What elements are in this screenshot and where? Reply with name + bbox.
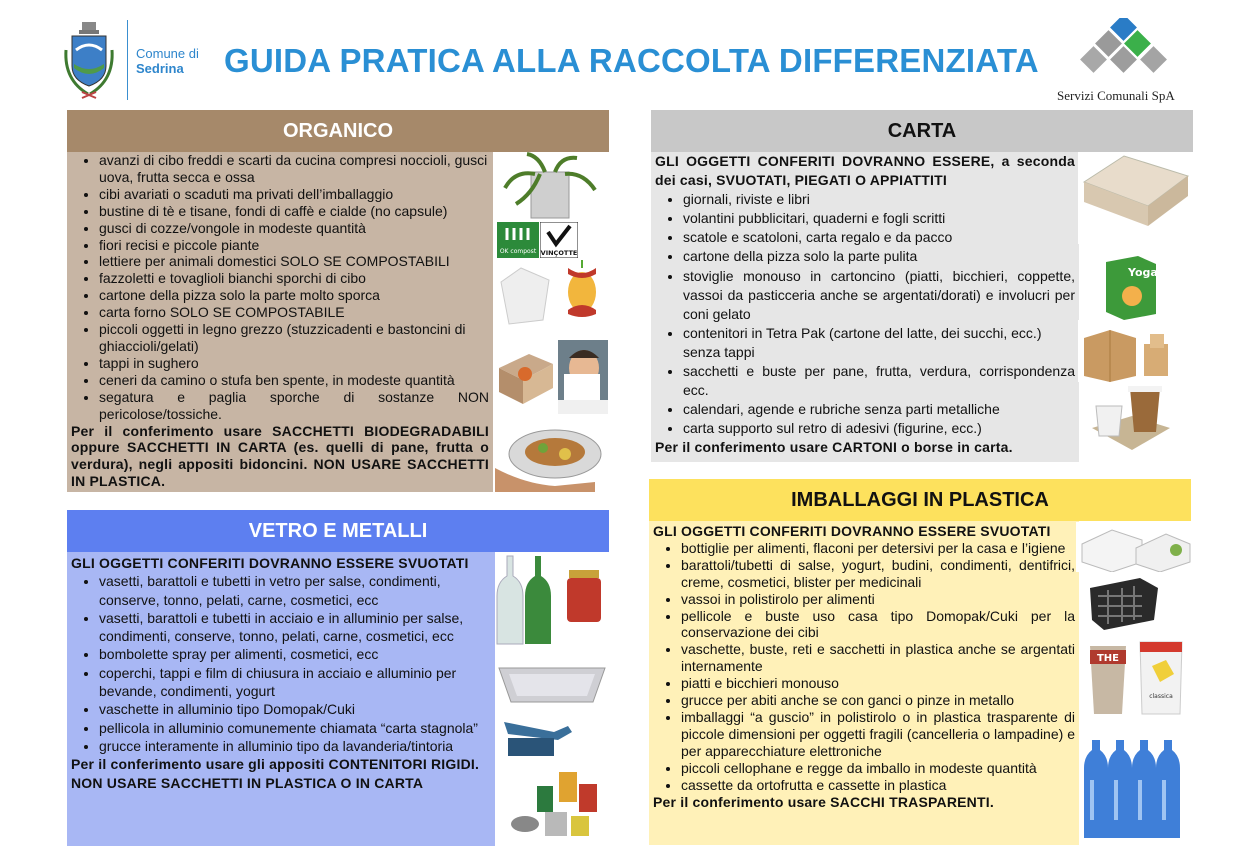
list-item: • bustine di tè e tisane, fondi di caffè e cialde (no capsule)	[99, 203, 489, 220]
list-item: • carta forno SOLO SE COMPOSTABILE	[99, 304, 489, 321]
plastica-panel	[649, 521, 1079, 845]
list-item: • scatole e scatoloni, carta regalo e da pacco	[683, 228, 1075, 247]
tissue-photo	[497, 262, 553, 328]
list-item: • volantini pubblicitari, quaderni e fogli scritti	[683, 209, 1075, 228]
organico-panel	[67, 152, 493, 492]
plastica-list	[653, 540, 1075, 794]
ok-compost-text: OK compost	[499, 248, 537, 255]
glass-bottles-jar-photo	[495, 552, 609, 648]
list-item: • gusci di cozze/vongole in modeste quantità	[99, 220, 489, 237]
list-item: • pellicola in alluminio comunemente chiamata “carta stagnola”	[99, 719, 491, 737]
list-item: • vasetti, barattoli e tubetti in acciaio e in alluminio per salse, condimenti, conserve, tonno, pelati, carne, cosmetici, ecc	[99, 609, 491, 646]
list-item: • pellicole e buste uso casa tipo Domopak/Cuki per la conservazione dei cibi	[681, 608, 1075, 642]
cardboard-boxes-photo	[1078, 320, 1176, 382]
sneezing-man-photo	[558, 340, 608, 414]
list-item: • vasetti, barattoli e tubetti in vetro per salse, condimenti, conserve, tonno, pelati, carne, cosmetici, ecc	[99, 572, 491, 609]
list-item: • calendari, agende e rubriche senza parti metalliche	[683, 400, 1075, 419]
list-item: • vassoi in polistirolo per alimenti	[681, 591, 1075, 608]
list-item: • piatti e bicchieri monouso	[681, 675, 1075, 692]
vincotte-text: VINÇOTTE	[540, 249, 578, 257]
list-item: • vaschette in alluminio tipo Domopak/Cuki	[99, 700, 491, 718]
organico-header: ORGANICO	[67, 110, 609, 152]
list-item: • bottiglie per alimenti, flaconi per detersivi per la casa e l’igiene	[681, 540, 1075, 557]
list-item: • piccoli cellophane e regge da imballo in modeste quantità	[681, 760, 1075, 777]
vincotte-badge	[540, 222, 578, 258]
list-item: • giornali, riviste e libri	[683, 190, 1075, 209]
snack-bag-photo	[1134, 636, 1188, 718]
municipal-crest-logo	[62, 20, 116, 102]
carta-header: CARTA	[651, 110, 1193, 152]
food-waste-plate-photo	[495, 418, 609, 492]
list-item: • grucce interamente in alluminio tipo da lavanderia/tintoria	[99, 737, 491, 755]
pizza-box-open-photo	[1078, 152, 1193, 244]
foam-containers-photo	[1076, 522, 1193, 572]
list-item: • carta supporto sul retro di adesivi (figurine, ecc.)	[683, 419, 1075, 438]
list-item: • sacchetti e buste per pane, frutta, verdura, corrispondenza ecc.	[683, 362, 1075, 400]
vetro-panel	[67, 552, 495, 846]
comune-label	[127, 20, 199, 100]
list-item: • grucce per abiti anche se con ganci o pinze in metallo	[681, 692, 1075, 709]
list-item: • segatura e paglia sporche di sostanze NON pericolose/tossiche.	[99, 389, 489, 423]
list-item: • imballaggi “a guscio” in polistirolo o in plastica trasparente di piccole dimensioni per oggetti fragili (cancelleria o lampadine) e per apparecchiature elettroniche	[681, 709, 1075, 760]
list-item: • tappi in sughero	[99, 355, 489, 372]
plastica-note: Per il conferimento usare SACCHI TRASPARENTI.	[653, 793, 994, 810]
list-item: • coperchi, tappi e film di chiusura in acciaio e alluminio per bevande, condimenti, yogurt	[99, 664, 491, 701]
apple-core-photo	[556, 258, 608, 320]
plastica-intro: GLI OGGETTI CONFERITI DOVRANNO ESSERE SVUOTATI	[653, 523, 1051, 539]
aluminium-tray-photo	[495, 654, 609, 710]
vetro-header: VETRO E METALLI	[67, 510, 609, 552]
company-logo-diamonds	[1074, 18, 1174, 84]
list-item: • stoviglie monouso in cartoncino (piatti, bicchieri, coppette, vassoi da pasticceria anche se argentati/dorati) e involucri per coni gelato	[683, 267, 1075, 324]
list-item: • bombolette spray per alimenti, cosmetici, ecc	[99, 645, 491, 663]
list-item: • ceneri da camino o stufa ben spente, in modeste quantità	[99, 372, 489, 389]
paper-cups-tray-photo	[1086, 382, 1174, 458]
comune-line1: Comune di	[136, 46, 199, 61]
organico-list	[71, 152, 489, 423]
yoga-brand-text: Yoga	[1128, 266, 1158, 279]
juice-carton-photo	[1100, 248, 1162, 320]
carta-panel	[651, 152, 1079, 462]
carta-intro: GLI OGGETTI CONFERITI DOVRANNO ESSERE, a seconda dei casi, SVUOTATI, PIEGATI O APPIATTITI	[655, 153, 1075, 189]
list-item: • piccoli oggetti in legno grezzo (stuzzicadenti e bastoncini di ghiaccioli/gelati)	[99, 321, 489, 355]
organico-note: Per il conferimento usare SACCHETTI BIODEGRADABILI oppure SACCHETTI IN CARTA (es. quelli di pane, frutta o verdura), negli appositi bidoncini. NON USARE SACCHETTI IN PLASTICA.	[71, 422, 489, 490]
list-item: • contenitori in Tetra Pak (cartone del latte, dei succhi, ecc.) senza tappi	[683, 324, 1075, 362]
list-item: • cartone della pizza solo la parte pulita	[683, 247, 1075, 266]
company-name: Servizi Comunali SpA	[1057, 88, 1175, 103]
carta-note: Per il conferimento usare CARTONI o borse in carta.	[655, 439, 1013, 456]
list-item: • lettiere per animali domestici SOLO SE COMPOSTABILI	[99, 253, 489, 270]
tea-cup-photo	[1084, 636, 1132, 718]
plastic-water-bottles-photo	[1082, 732, 1190, 844]
list-item: • barattoli/tubetti di salse, yogurt, budini, condimenti, dentifrici, creme, cosmetici, blister per medicinali	[681, 557, 1075, 591]
pizza-box-photo	[495, 348, 557, 414]
list-item: • cassette da ortofrutta e cassette in plastica	[681, 777, 1075, 794]
vetro-intro: GLI OGGETTI CONFERITI DOVRANNO ESSERE SVUOTATI	[71, 555, 469, 571]
list-item: • vaschette, buste, reti e sacchetti in plastica anche se argentati internamente	[681, 641, 1075, 675]
ok-compost-badge	[497, 222, 539, 258]
spray-can-tool-photo	[498, 712, 578, 762]
wilted-plant-photo	[495, 152, 609, 222]
list-item: • fiori recisi e piccole piante	[99, 237, 489, 254]
vetro-note: Per il conferimento usare gli appositi CONTENITORI RIGIDI. NON USARE SACCHETTI IN PLASTICA O IN CARTA	[71, 756, 480, 791]
tea-brand-text: THE	[1096, 653, 1120, 664]
list-item: • cibi avariati o scaduti ma privati dell’imballaggio	[99, 186, 489, 203]
list-item: • cartone della pizza solo la parte molto sporca	[99, 287, 489, 304]
snack-label-text: classica	[1149, 693, 1173, 700]
vetro-list	[71, 572, 491, 755]
list-item: • avanzi di cibo freddi e scarti da cucina compresi noccioli, gusci uova, frutta secca e ossa	[99, 152, 489, 186]
carta-list	[655, 190, 1075, 438]
plastica-header: IMBALLAGGI IN PLASTICA	[649, 479, 1191, 521]
comune-line2: Sedrina	[136, 61, 184, 76]
plastic-crate-photo	[1086, 572, 1162, 634]
metal-cans-photo	[505, 768, 607, 844]
list-item: • fazzoletti e tovaglioli bianchi sporchi di cibo	[99, 270, 489, 287]
page-title: GUIDA PRATICA ALLA RACCOLTA DIFFERENZIATA	[224, 42, 1039, 79]
